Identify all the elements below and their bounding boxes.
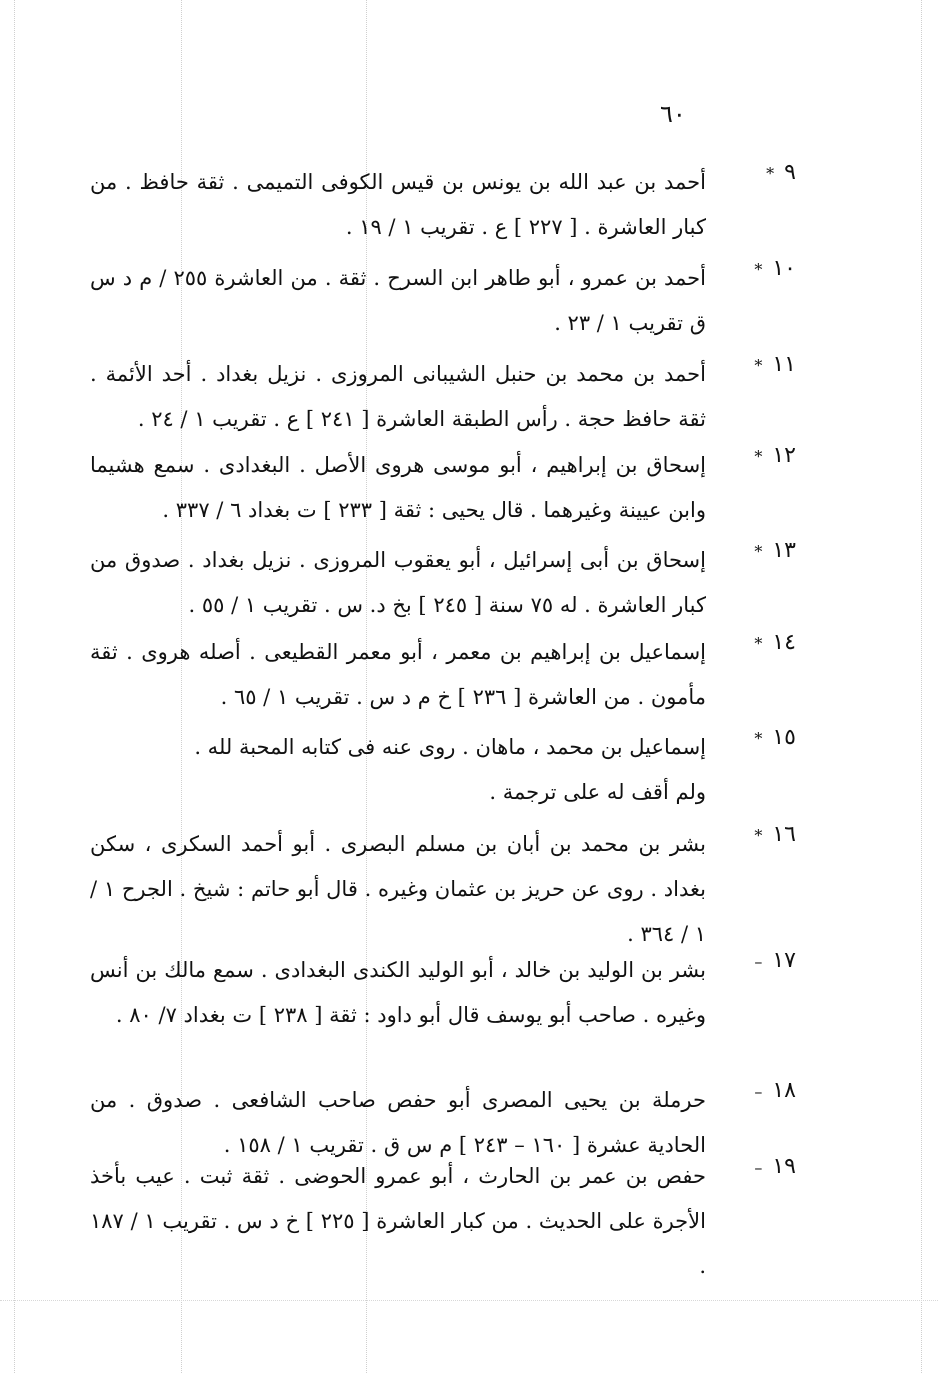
- entry-text: إسحاق بن أبى إسرائيل ، أبو يعقوب المروزى . نزيل بغداد . صدوق من كبار العاشرة . له ٧٥ سنة [ ٢٤٥ ] بخ د. س . تقريب ١ / ٥٥ .: [90, 548, 706, 617]
- scan-guide-line: [921, 0, 922, 1373]
- page-number: ٦٠: [660, 100, 686, 128]
- entry-note: ولم أقف له على ترجمة .: [489, 780, 706, 804]
- entry-text: بشر بن محمد بن أبان بن مسلم البصرى . أبو أحمد السكرى ، سكن بغداد . روى عن حريز بن عثمان وغيره . قال أبو حاتم : شيخ . الجرح ١ / ١ / ٣٦٤ .: [90, 832, 706, 946]
- entry-text: حفص بن عمر بن الحارث ، أبو عمرو الحوضى . ثقة ثبت . عيب بأخذ الأجرة على الحديث . من كبار العاشرة [ ٢٢٥ ] خ د س . تقريب ١ / ١٨٧ .: [90, 1164, 706, 1278]
- scan-guide-line: [14, 0, 15, 1373]
- entry-text: أحمد بن محمد بن حنبل الشيبانى المروزى . نزيل بغداد . أحد الأئمة . ثقة حافظ حجة . رأس الطبقة العاشرة [ ٢٤١ ] ع . تقريب ١ / ٢٤ .: [90, 362, 706, 431]
- entry-number: ٩*: [766, 160, 796, 185]
- entry-number: ١١*: [754, 352, 796, 377]
- entry-number: ١٤*: [754, 630, 796, 655]
- entry-text: إسماعيل بن إبراهيم بن معمر ، أبو معمر القطيعى . أصله هروى . ثقة مأمون . من العاشرة [ ٢٣٦ ] خ م د س . تقريب ١ / ٦٥ .: [90, 640, 706, 709]
- entry-main-text: إسماعيل بن محمد ، ماهان . روى عنه فى كتابه المحبة لله .: [194, 735, 706, 759]
- entry-number: ١٩–: [754, 1154, 796, 1179]
- entry-text: حرملة بن يحيى المصرى أبو حفص صاحب الشافعى . صدوق . من الحادية عشرة [ ١٦٠ – ٢٤٣ ] م س ق . تقريب ١ / ١٥٨ .: [90, 1088, 706, 1157]
- entry-text: أحمد بن عبد الله بن يونس بن قيس الكوفى التميمى . ثقة حافظ . من كبار العاشرة . [ ٢٢٧ ] ع . تقريب ١ / ١٩ .: [90, 170, 706, 239]
- entry-text: بشر بن الوليد بن خالد ، أبو الوليد الكندى البغدادى . سمع مالك بن أنس وغيره . صاحب أبو يوسف قال أبو داود : ثقة [ ٢٣٨ ] ت بغداد ٧/ ٨٠ .: [90, 958, 706, 1027]
- entry-number: ١٧–: [754, 948, 796, 973]
- entry-number: ١٠*: [754, 256, 796, 281]
- entry-text: أحمد بن عمرو ، أبو طاهر ابن السرح . ثقة . من العاشرة ٢٥٥ / م د س ق تقريب ١ / ٢٣ .: [90, 266, 706, 335]
- entry-number: ١٣*: [754, 538, 796, 563]
- entry-number: ١٦*: [754, 822, 796, 847]
- entry-number: ١٥*: [754, 725, 796, 750]
- entry-text: [90, 725, 706, 815]
- entry-number: ١٨–: [754, 1078, 796, 1103]
- entry-number: ١٢*: [754, 443, 796, 468]
- entry-text: إسحاق بن إبراهيم ، أبو موسى هروى الأصل . البغدادى . سمع هشيما وابن عيينة وغيرهما . قال يحيى : ثقة [ ٢٣٣ ] ت بغداد ٦ / ٣٣٧ .: [90, 453, 706, 522]
- scan-guide-line: [0, 1300, 938, 1301]
